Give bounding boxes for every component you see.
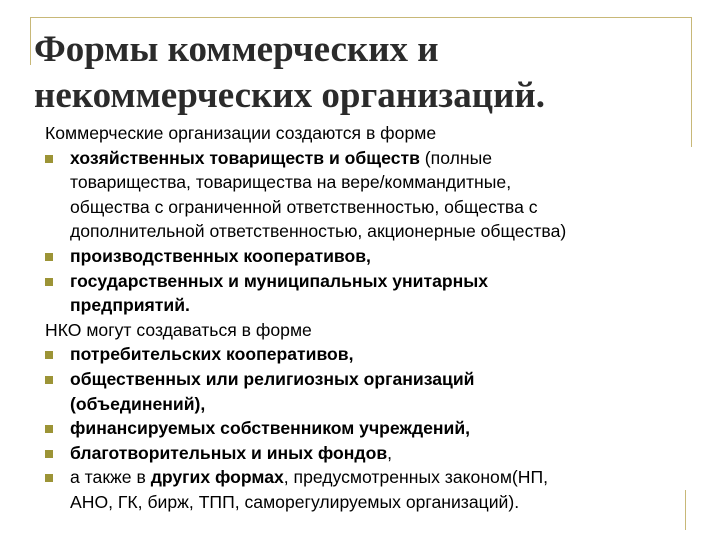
item-continuation: дополнительной ответственностью, акционерные общества) [70, 221, 567, 242]
nko-intro: НКО могут создаваться в форме [45, 319, 312, 340]
square-bullet-icon [45, 376, 53, 384]
item-continuation: АНО, ГК, бирж, ТПП, саморегулируемых организаций). [70, 491, 520, 512]
frame-top-line [30, 17, 692, 18]
item-bold-text: финансируемых собственником учреждений, [70, 418, 471, 439]
commercial-intro: Коммерческие организации создаются в форме [45, 123, 437, 143]
item-bold-text: потребительских кооперативов, [70, 344, 354, 365]
item-bold-continuation: (объединений), [70, 393, 206, 414]
item-text: , [387, 442, 393, 463]
item-bold-text: производственных кооперативов, [70, 245, 371, 266]
list-item [45, 244, 685, 269]
frame-left-line [30, 17, 31, 65]
square-bullet-icon [45, 278, 53, 286]
frame-right-line [691, 17, 692, 147]
title-line-2: некоммерческих организаций. [34, 75, 545, 116]
list-item [45, 416, 685, 441]
item-bold-text: благотворительных и иных фондов [70, 442, 388, 463]
list-item [45, 441, 685, 466]
item-bold-text: государственных и муниципальных унитарных [70, 270, 489, 291]
square-bullet-icon [45, 253, 53, 261]
item-bold-text: хозяйственных товариществ и обществ [70, 147, 420, 168]
frame-bottom-right-line [685, 490, 686, 530]
item-bold-continuation: предприятий. [70, 295, 190, 316]
item-continuation: товарищества, товарищества на вере/коммандитные, [70, 172, 512, 193]
square-bullet-icon [45, 450, 53, 458]
list-item [45, 146, 685, 244]
list-item [45, 367, 685, 416]
list-item [45, 342, 685, 367]
square-bullet-icon [45, 155, 53, 163]
item-text: , предусмотренных законом(НП, [283, 467, 549, 488]
item-bold-text: общественных или религиозных организаций [70, 368, 475, 389]
slide-title [34, 27, 684, 119]
item-continuation: общества с ограниченной ответственностью, общества с [70, 196, 538, 217]
item-text-prefix: а также в [70, 467, 151, 488]
item-text: (полные [419, 147, 493, 168]
square-bullet-icon [45, 474, 53, 482]
slide-content [45, 121, 685, 515]
list-item [45, 465, 685, 514]
item-bold-text: других формах [150, 467, 284, 488]
square-bullet-icon [45, 351, 53, 359]
title-line-1: Формы коммерческих и [34, 29, 439, 70]
list-item [45, 269, 685, 318]
square-bullet-icon [45, 425, 53, 433]
